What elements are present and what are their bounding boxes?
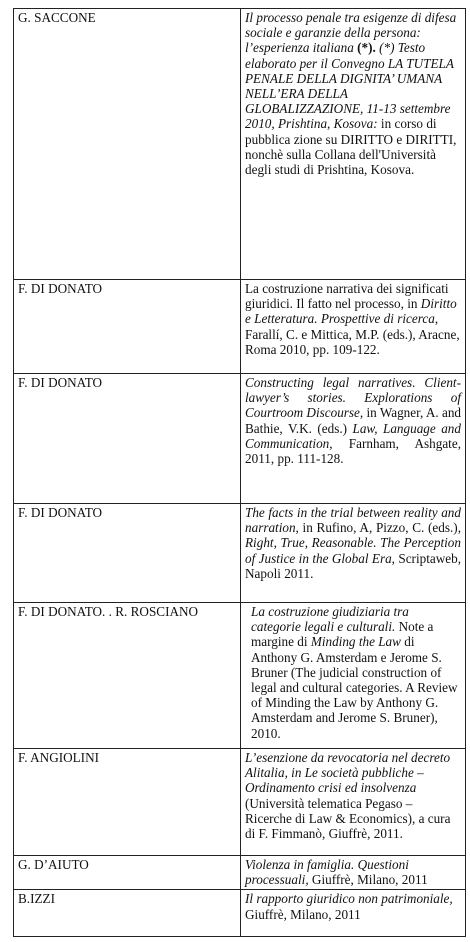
table-row: [14, 504, 466, 603]
table-row: [14, 749, 466, 856]
reference-title: La costruzione giudiziaria tra categorie legali e culturali.: [251, 604, 409, 635]
table-row: [14, 856, 466, 890]
reference-cell: [241, 280, 466, 374]
reference-note-marker: (*).: [357, 40, 376, 56]
author-cell: F. DI DONATO: [14, 374, 241, 504]
reference-cell: [241, 9, 466, 280]
reference-text: , Scriptaweb, Napoli 2011.: [245, 550, 461, 581]
author-cell: F. DI DONATO. . R. ROSCIANO: [14, 603, 241, 749]
reference-text: in Rufino, A, Pizzo, C. (eds.),: [298, 520, 461, 536]
reference-cell: [241, 603, 466, 749]
reference-cell: [241, 749, 466, 856]
reference-note: (*) Testo elaborato per il Convegno LA TUTELA PENALE DELLA DIGNITA’ UMANA NELL’ERA DELLA GLOBALIZZAZIONE, 11-13 settembre 2010, Prishtina, Kosova:: [245, 40, 454, 132]
author-cell: F. ANGIOLINI: [14, 749, 241, 856]
table-row: [14, 374, 466, 504]
reference-text: , Farallí, C. e Mittica, M.P. (eds.), Aracne, Roma 2010, pp. 109-122.: [245, 311, 460, 357]
reference-text: in corso di pubblica zione su DIRITTO e DIRITTI, nonchè sulla Collana dell'Università degli studi di Prishtina, Kosova.: [245, 116, 457, 178]
reference-cell: [241, 374, 466, 504]
reference-title: Il rapporto giuridico non patrimoniale,: [245, 891, 453, 907]
reference-text: Giuffrè, Milano, 2011: [245, 906, 361, 922]
publications-page: [13, 8, 462, 937]
reference-title: Violenza in famiglia. Questioni processuali,: [245, 857, 409, 888]
author-cell: G. D’AIUTO: [14, 856, 241, 890]
author-cell: G. SACCONE: [14, 9, 241, 280]
reference-title: The facts in the trial between reality and narration,: [245, 505, 461, 536]
reference-source: Minding the Law: [310, 634, 401, 650]
table-row: [14, 280, 466, 374]
publications-table: [13, 8, 466, 937]
author-cell: F. DI DONATO: [14, 504, 241, 603]
reference-source: Law, Language and Communication: [245, 420, 461, 451]
reference-text: , Farnham, Ashgate, 2011, pp. 111-128.: [245, 435, 461, 467]
reference-cell: [241, 856, 466, 890]
reference-cell: [241, 890, 466, 937]
reference-source: Diritto e Letteratura. Prospettive di ricerca: [245, 296, 457, 327]
reference-text: Note a margine di: [251, 619, 434, 650]
reference-title: Constructing legal narratives. Client-lawyer’s stories. Explorations of Courtroom Discourse,: [245, 375, 461, 421]
reference-text: Giuffrè, Milano, 2011: [308, 872, 428, 888]
table-row: [14, 603, 466, 749]
reference-title: Il processo penale tra esigenze di difesa sociale e garanzie della persona: l’esperienza italiana: [245, 10, 457, 56]
reference-title: L’esenzione da revocatoria nel decreto Alitalia, in Le società pubbliche – Ordinamento crisi ed insolvenza: [245, 750, 451, 796]
table-row: [14, 890, 466, 937]
author-cell: B.IZZI: [14, 890, 241, 937]
reference-text: (Università telematica Pegaso – Ricerche di Law & Economics), a cura di F. Fimmanò, Giuffrè, 2011.: [245, 795, 451, 842]
reference-title: La costruzione narrativa dei significati giuridici. Il fatto nel processo, in: [245, 281, 449, 312]
reference-text: in Wagner, A. and Bathie, V.K. (eds.): [245, 405, 462, 436]
reference-cell: [241, 504, 466, 603]
table-row: [14, 9, 466, 280]
author-cell: F. DI DONATO: [14, 280, 241, 374]
reference-text: di Anthony G. Amsterdam e Jerome S. Bruner (The judicial construction of legal and cultural categories. A Review of Minding the Law by Anthony G. Amsterdam and Jerome S. Bruner), 2010.: [251, 634, 458, 741]
reference-source: Right, True, Reasonable. The Perception of Justice in the Global Era: [245, 535, 461, 566]
